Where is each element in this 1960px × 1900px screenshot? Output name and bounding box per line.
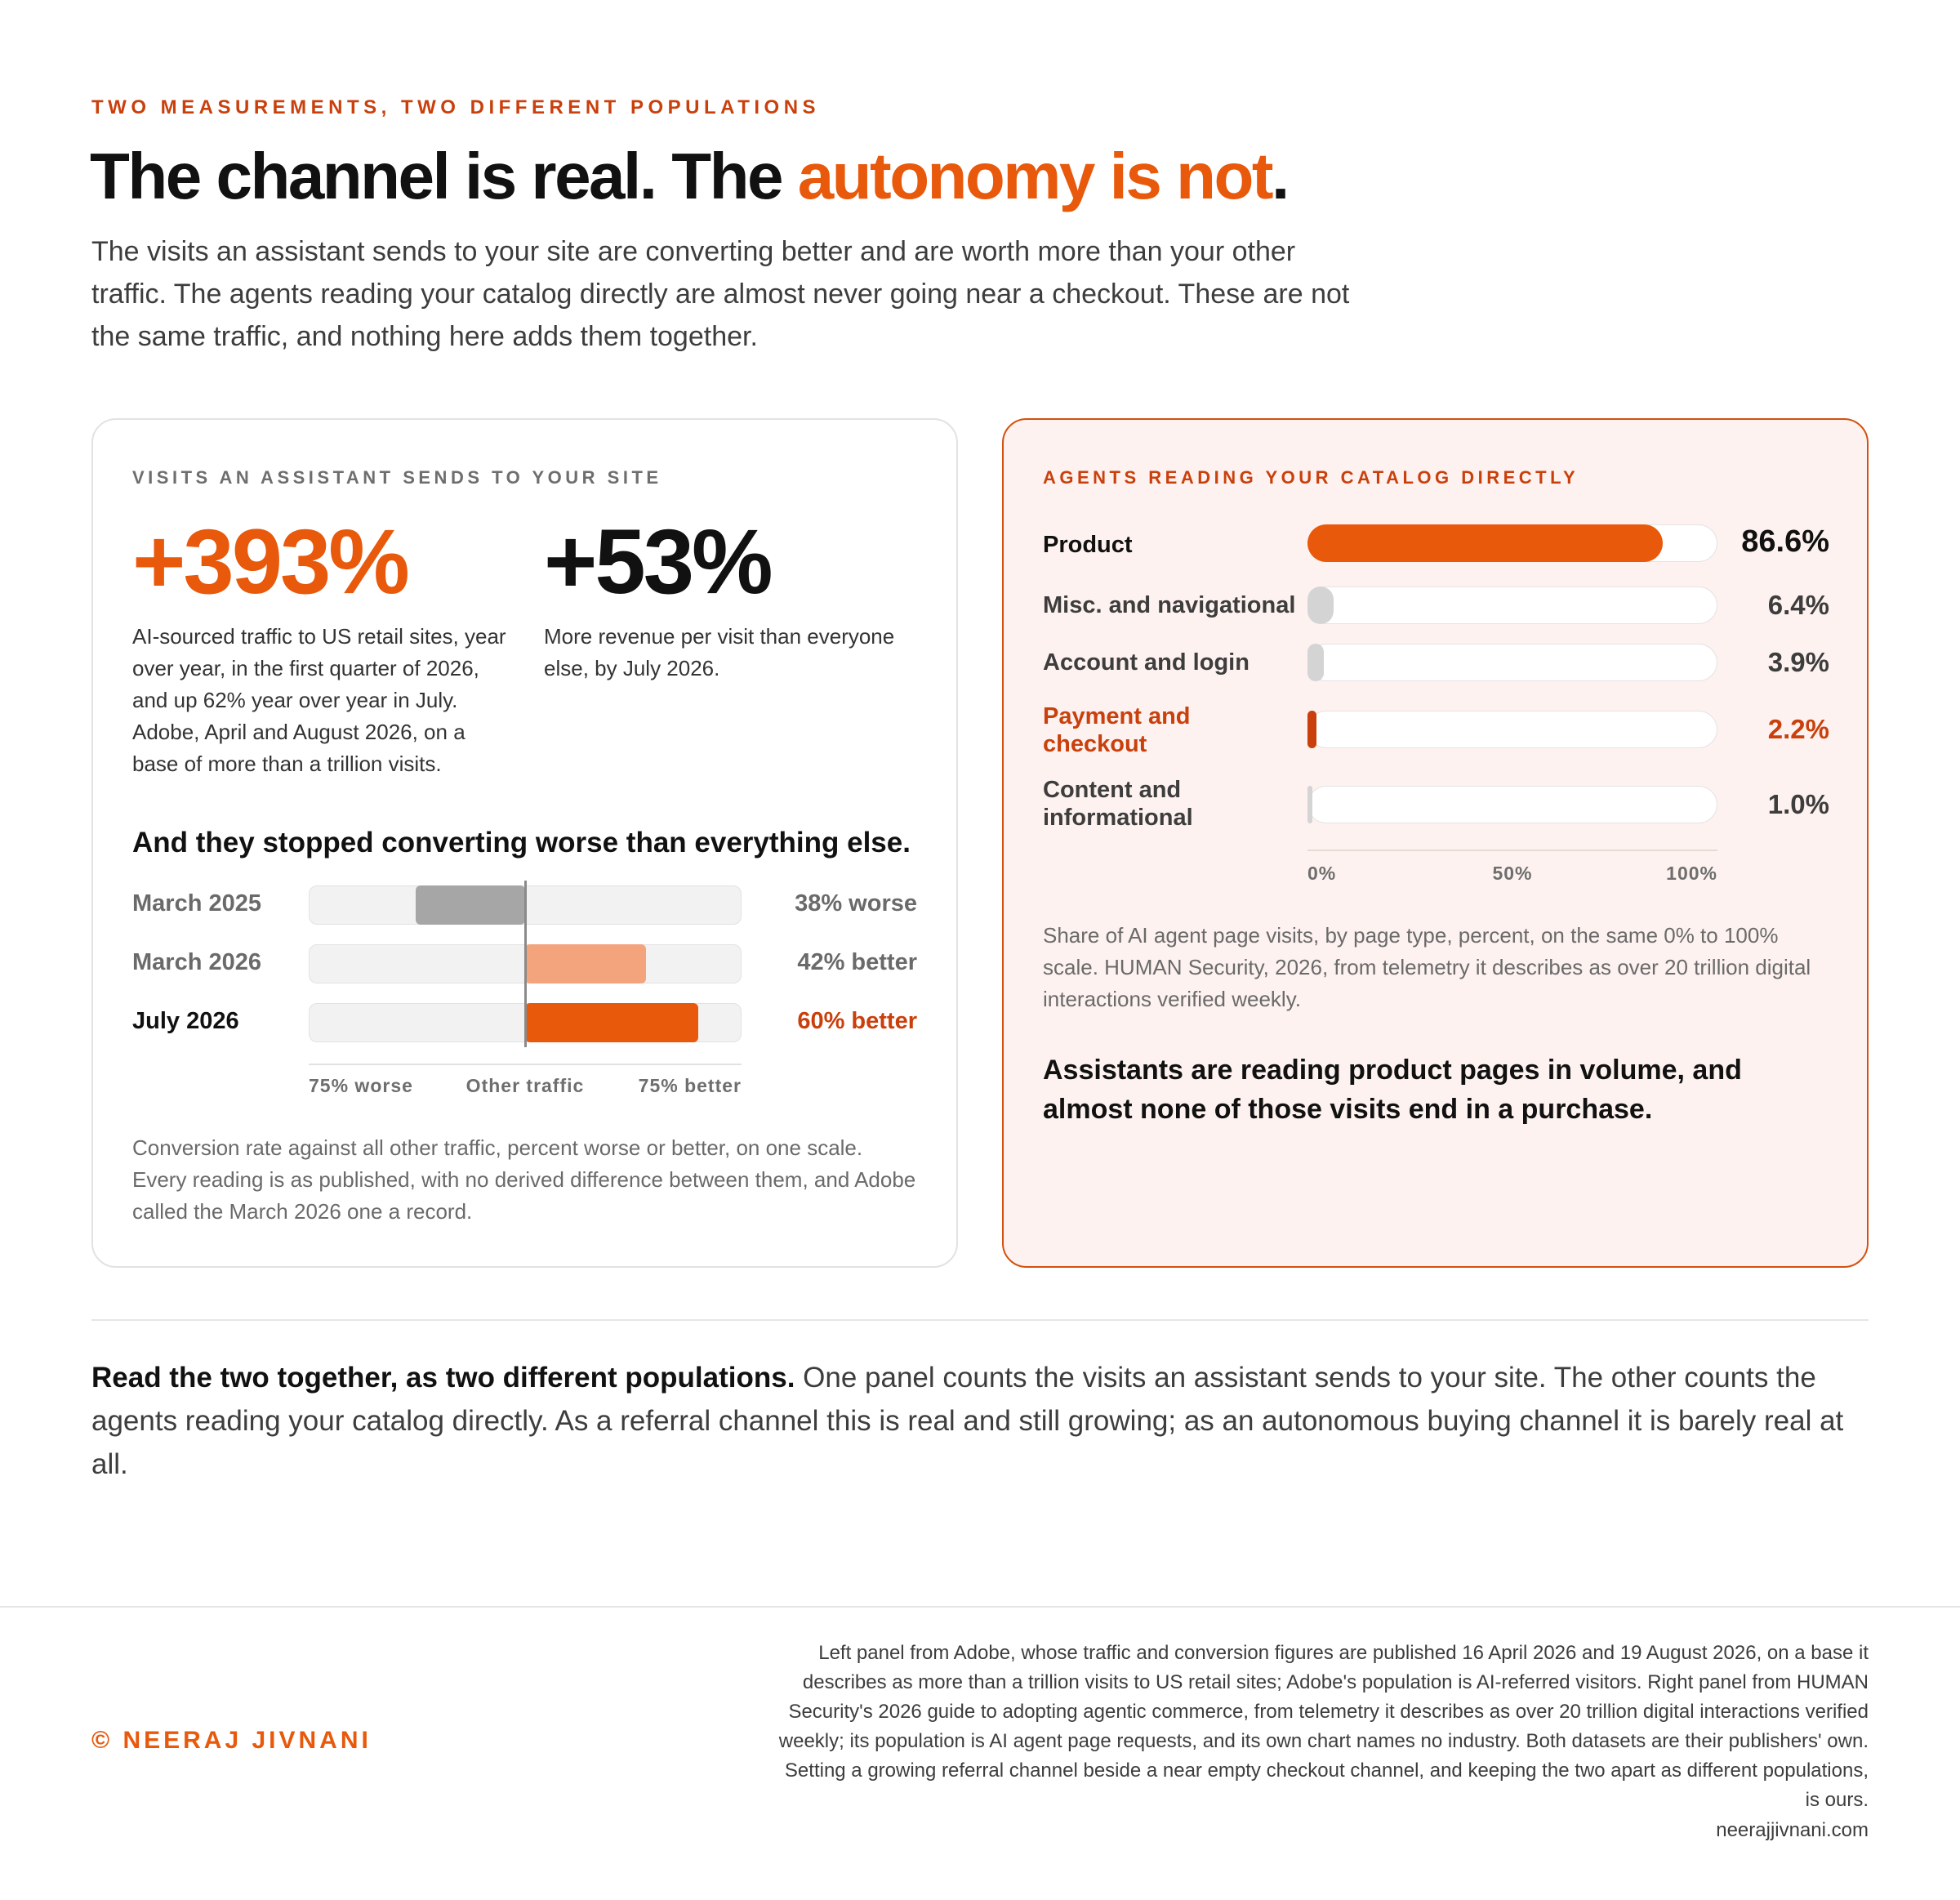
traffic-growth-desc: AI-sourced traffic to US retail sites, year over year, in the first quarter of 2026, and up 62% year over year in July. Adobe, April and August 2026, on a base of more than a trillion visits. <box>132 624 506 776</box>
brand-credit: © NEERAJ JIVNANI <box>91 1727 372 1754</box>
page-type-note: Share of AI agent page visits, by page type, percent, on the same 0% to 100% scale. HUMAN Security, 2026, from telemetry it describes as over 20 trillion digital interactions verified weekly. <box>1043 923 1811 1011</box>
page-type-tick-50: 50% <box>1492 863 1533 884</box>
conversion-value-march-2025: 38% worse <box>795 890 917 917</box>
page-type-value-product: 86.6% <box>1741 524 1829 559</box>
page-type-label-misc-and-navigational: Misc. and navigational <box>1043 592 1296 618</box>
page-type-label-content-and-informational: Content and informational <box>1043 777 1193 831</box>
page-type-value-content-and-informational: 1.0% <box>1767 789 1829 819</box>
traffic-growth-stat: +393% <box>132 511 408 613</box>
summary-body: One panel counts the visits an assistant sends to your site. The other counts the agents reading your catalog directly. As a referral channel this is real and still growing; as an autonomous buying channel it is barely real at all. <box>91 1362 1844 1480</box>
conversion-tick-75-better: 75% better <box>638 1075 742 1096</box>
title-accent: autonomy is not <box>797 140 1272 212</box>
revenue-stat: +53% <box>544 511 771 613</box>
title-end: . <box>1271 140 1288 212</box>
eyebrow: TWO MEASUREMENTS, TWO DIFFERENT POPULATIONS <box>91 96 821 118</box>
section-divider <box>91 1319 1869 1321</box>
page-type-tick-100: 100% <box>1666 863 1717 884</box>
page-type-tick-0: 0% <box>1307 863 1337 884</box>
conversion-note: Conversion rate against all other traffic, percent worse or better, on one scale. Every reading is as published, with no derived difference between them, and Adobe called the March 2026 one a record. <box>132 1135 916 1224</box>
page-type-track-misc-and-navigational <box>1307 587 1717 624</box>
conversion-bar-july-2026 <box>525 1003 698 1042</box>
page-type-bar-payment-and-checkout <box>1307 711 1316 748</box>
agent-callout: Assistants are reading product pages in volume, and almost none of those visits end in a purchase. <box>1043 1055 1742 1125</box>
conversion-bar-march-2025 <box>416 885 525 925</box>
conversion-zero-line <box>524 881 527 1047</box>
page-type-bar-account-and-login <box>1307 644 1324 681</box>
agent-panel <box>1002 418 1869 1268</box>
page-type-label-payment-and-checkout: Payment and checkout <box>1043 703 1191 757</box>
conversion-chart-title: And they stopped converting worse than everything else. <box>132 827 911 859</box>
conversion-tick-other-traffic: Other traffic <box>466 1075 585 1096</box>
conversion-bar-march-2026 <box>525 944 646 983</box>
conversion-axis <box>309 1064 742 1065</box>
referral-panel <box>91 418 958 1268</box>
page-title <box>90 140 1288 212</box>
page-type-label-product: Product <box>1043 532 1133 558</box>
page-type-value-misc-and-navigational: 6.4% <box>1767 590 1829 620</box>
conversion-row-label-march-2025: March 2025 <box>132 890 261 917</box>
page-type-track-payment-and-checkout <box>1307 711 1717 748</box>
footer-rule <box>0 1606 1960 1608</box>
conversion-row-label-july-2026: July 2026 <box>132 1008 239 1034</box>
title-part1: The channel is real. The <box>90 140 798 212</box>
page-type-bar-product <box>1307 524 1663 562</box>
page-type-value-account-and-login: 3.9% <box>1767 647 1829 677</box>
page-type-bar-content-and-informational <box>1307 786 1312 823</box>
conversion-value-march-2026: 42% better <box>797 949 917 975</box>
agent-panel-label: AGENTS READING YOUR CATALOG DIRECTLY <box>1043 467 1579 488</box>
page-type-track-content-and-informational <box>1307 786 1717 823</box>
intro-text: The visits an assistant sends to your site are converting better and are worth more than your other traffic. The agents reading your catalog directly are almost never going near a checkout. These are not the same traffic, and nothing here adds them together. <box>91 236 1350 352</box>
revenue-desc: More revenue per visit than everyone else, by July 2026. <box>544 624 895 680</box>
conversion-value-july-2026: 60% better <box>797 1008 917 1034</box>
page-type-label-account-and-login: Account and login <box>1043 649 1250 676</box>
referral-panel-label: VISITS AN ASSISTANT SENDS TO YOUR SITE <box>132 467 662 488</box>
site-url: neerajjivnani.com <box>1716 1819 1869 1841</box>
conversion-tick-75-worse: 75% worse <box>309 1075 413 1096</box>
summary-lead: Read the two together, as two different populations. <box>91 1362 795 1394</box>
page-type-bar-misc-and-navigational <box>1307 587 1334 624</box>
page-type-axis <box>1307 850 1717 851</box>
summary-text <box>91 1356 1869 1486</box>
page-type-track-account-and-login <box>1307 644 1717 681</box>
source-note: Left panel from Adobe, whose traffic and conversion figures are published 16 April 2026 and 19 August 2026, on a base it describes as more than a trillion visits to US retail sites; Adobe's population is AI-referred visitors. Right panel from HUMAN Security's 2026 guide to adopting agentic commerce, from telemetry it describes as over 20 trillion digital interactions verified weekly; its population is AI agent page requests, and its own chart names no industry. Both datasets are their publishers' own. Setting a growing referral channel beside a near empty checkout channel, and keeping the two apart as different populations, is ours. <box>778 1642 1869 1811</box>
page-type-value-payment-and-checkout: 2.2% <box>1767 714 1829 744</box>
conversion-row-label-march-2026: March 2026 <box>132 949 261 975</box>
